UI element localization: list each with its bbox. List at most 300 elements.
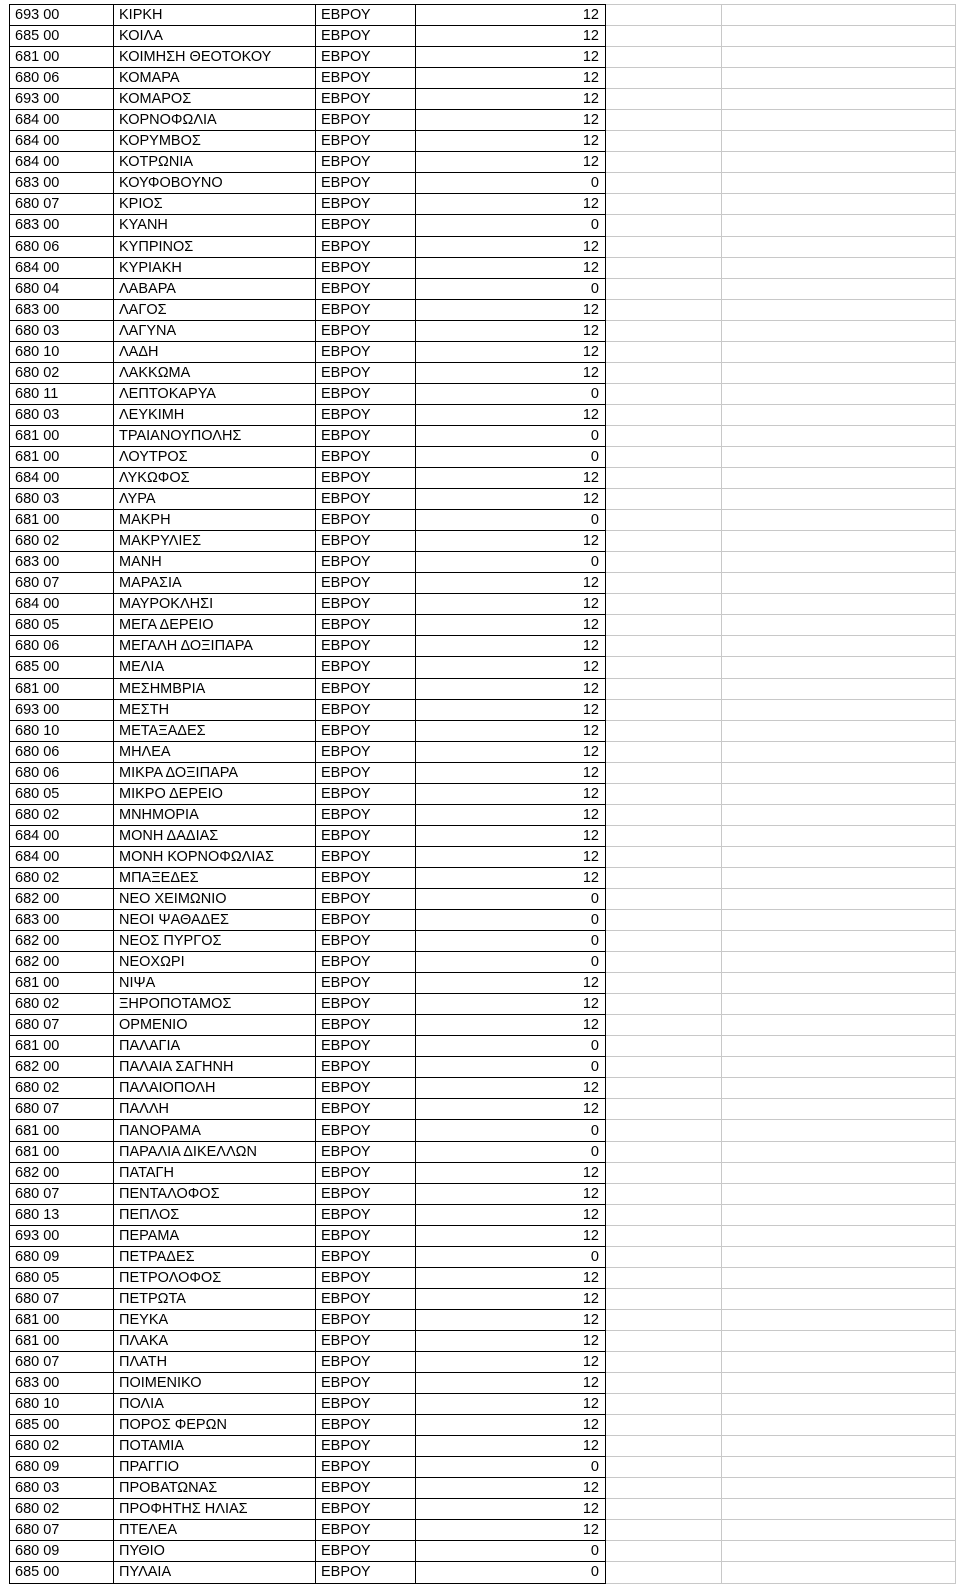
prefecture-cell[interactable]: ΕΒΡΟΥ	[316, 1225, 416, 1246]
empty-cell[interactable]	[722, 110, 956, 131]
empty-cell[interactable]	[606, 1183, 722, 1204]
village-name-cell[interactable]: ΝΕΟ ΧΕΙΜΩΝΙΟ	[114, 888, 316, 909]
postal-code-cell[interactable]: 680 07	[10, 1288, 114, 1309]
prefecture-cell[interactable]: ΕΒΡΟΥ	[316, 867, 416, 888]
value-cell[interactable]: 0	[416, 278, 606, 299]
prefecture-cell[interactable]: ΕΒΡΟΥ	[316, 5, 416, 26]
empty-cell[interactable]	[722, 194, 956, 215]
prefecture-cell[interactable]: ΕΒΡΟΥ	[316, 636, 416, 657]
empty-cell[interactable]	[606, 952, 722, 973]
value-cell[interactable]: 12	[416, 68, 606, 89]
postal-code-cell[interactable]: 680 02	[10, 867, 114, 888]
postal-code-cell[interactable]: 680 05	[10, 783, 114, 804]
empty-cell[interactable]	[606, 173, 722, 194]
empty-cell[interactable]	[722, 994, 956, 1015]
value-cell[interactable]: 0	[416, 446, 606, 467]
prefecture-cell[interactable]: ΕΒΡΟΥ	[316, 278, 416, 299]
postal-code-cell[interactable]: 680 07	[10, 1015, 114, 1036]
empty-cell[interactable]	[722, 215, 956, 236]
empty-cell[interactable]	[606, 215, 722, 236]
empty-cell[interactable]	[722, 68, 956, 89]
village-name-cell[interactable]: ΠΑΡΑΛΙΑ ΔΙΚΕΛΛΩΝ	[114, 1141, 316, 1162]
postal-code-cell[interactable]: 693 00	[10, 89, 114, 110]
empty-cell[interactable]	[606, 1120, 722, 1141]
value-cell[interactable]: 12	[416, 699, 606, 720]
empty-cell[interactable]	[722, 383, 956, 404]
prefecture-cell[interactable]: ΕΒΡΟΥ	[316, 446, 416, 467]
empty-cell[interactable]	[606, 1562, 722, 1583]
value-cell[interactable]: 12	[416, 1015, 606, 1036]
village-name-cell[interactable]: ΠΥΛΑΙΑ	[114, 1562, 316, 1583]
value-cell[interactable]: 0	[416, 510, 606, 531]
value-cell[interactable]: 12	[416, 825, 606, 846]
village-name-cell[interactable]: ΝΕΟΙ ΨΑΘΑΔΕΣ	[114, 910, 316, 931]
empty-cell[interactable]	[722, 47, 956, 68]
village-name-cell[interactable]: ΚΟΥΦΟΒΟΥΝΟ	[114, 173, 316, 194]
village-name-cell[interactable]: ΜΠΑΞΕΔΕΣ	[114, 867, 316, 888]
empty-cell[interactable]	[606, 615, 722, 636]
postal-code-cell[interactable]: 684 00	[10, 825, 114, 846]
empty-cell[interactable]	[606, 299, 722, 320]
empty-cell[interactable]	[722, 973, 956, 994]
postal-code-cell[interactable]: 680 07	[10, 1183, 114, 1204]
empty-cell[interactable]	[722, 1373, 956, 1394]
value-cell[interactable]: 0	[416, 173, 606, 194]
empty-cell[interactable]	[606, 1394, 722, 1415]
village-name-cell[interactable]: ΠΡΑΓΓΙΟ	[114, 1457, 316, 1478]
empty-cell[interactable]	[606, 720, 722, 741]
value-cell[interactable]: 12	[416, 1499, 606, 1520]
prefecture-cell[interactable]: ΕΒΡΟΥ	[316, 131, 416, 152]
value-cell[interactable]: 12	[416, 973, 606, 994]
prefecture-cell[interactable]: ΕΒΡΟΥ	[316, 1015, 416, 1036]
empty-cell[interactable]	[606, 110, 722, 131]
postal-code-cell[interactable]: 685 00	[10, 26, 114, 47]
postal-code-cell[interactable]: 682 00	[10, 1162, 114, 1183]
postal-code-cell[interactable]: 693 00	[10, 699, 114, 720]
empty-cell[interactable]	[722, 5, 956, 26]
village-name-cell[interactable]: ΜΑΚΡΥΛΙΕΣ	[114, 531, 316, 552]
village-name-cell[interactable]: ΜΕΛΙΑ	[114, 657, 316, 678]
prefecture-cell[interactable]: ΕΒΡΟΥ	[316, 425, 416, 446]
postal-code-cell[interactable]: 684 00	[10, 468, 114, 489]
village-name-cell[interactable]: ΠΕΤΡΑΔΕΣ	[114, 1246, 316, 1267]
prefecture-cell[interactable]: ΕΒΡΟΥ	[316, 215, 416, 236]
value-cell[interactable]: 0	[416, 1036, 606, 1057]
prefecture-cell[interactable]: ΕΒΡΟΥ	[316, 552, 416, 573]
postal-code-cell[interactable]: 693 00	[10, 1225, 114, 1246]
village-name-cell[interactable]: ΛΑΓΟΣ	[114, 299, 316, 320]
postal-code-cell[interactable]: 680 07	[10, 573, 114, 594]
empty-cell[interactable]	[606, 1436, 722, 1457]
empty-cell[interactable]	[722, 910, 956, 931]
empty-cell[interactable]	[722, 278, 956, 299]
empty-cell[interactable]	[722, 1036, 956, 1057]
village-name-cell[interactable]: ΚΥΠΡΙΝΟΣ	[114, 236, 316, 257]
postal-code-cell[interactable]: 680 03	[10, 489, 114, 510]
value-cell[interactable]: 12	[416, 1204, 606, 1225]
empty-cell[interactable]	[722, 825, 956, 846]
prefecture-cell[interactable]: ΕΒΡΟΥ	[316, 1499, 416, 1520]
empty-cell[interactable]	[606, 1520, 722, 1541]
empty-cell[interactable]	[722, 1141, 956, 1162]
postal-code-cell[interactable]: 680 02	[10, 994, 114, 1015]
empty-cell[interactable]	[722, 1078, 956, 1099]
village-name-cell[interactable]: ΚΟΡΥΜΒΟΣ	[114, 131, 316, 152]
empty-cell[interactable]	[606, 341, 722, 362]
empty-cell[interactable]	[722, 1436, 956, 1457]
prefecture-cell[interactable]: ΕΒΡΟΥ	[316, 678, 416, 699]
empty-cell[interactable]	[722, 615, 956, 636]
value-cell[interactable]: 12	[416, 1478, 606, 1499]
empty-cell[interactable]	[722, 931, 956, 952]
prefecture-cell[interactable]: ΕΒΡΟΥ	[316, 783, 416, 804]
empty-cell[interactable]	[722, 1478, 956, 1499]
value-cell[interactable]: 12	[416, 468, 606, 489]
empty-cell[interactable]	[722, 1288, 956, 1309]
empty-cell[interactable]	[606, 1141, 722, 1162]
value-cell[interactable]: 12	[416, 762, 606, 783]
value-cell[interactable]: 12	[416, 362, 606, 383]
value-cell[interactable]: 12	[416, 678, 606, 699]
value-cell[interactable]: 12	[416, 299, 606, 320]
value-cell[interactable]: 12	[416, 1394, 606, 1415]
village-name-cell[interactable]: ΛΑΚΚΩΜΑ	[114, 362, 316, 383]
empty-cell[interactable]	[606, 194, 722, 215]
empty-cell[interactable]	[722, 236, 956, 257]
prefecture-cell[interactable]: ΕΒΡΟΥ	[316, 68, 416, 89]
empty-cell[interactable]	[606, 1478, 722, 1499]
postal-code-cell[interactable]: 693 00	[10, 5, 114, 26]
prefecture-cell[interactable]: ΕΒΡΟΥ	[316, 173, 416, 194]
empty-cell[interactable]	[606, 804, 722, 825]
postal-code-cell[interactable]: 680 10	[10, 1394, 114, 1415]
value-cell[interactable]: 0	[416, 888, 606, 909]
prefecture-cell[interactable]: ΕΒΡΟΥ	[316, 236, 416, 257]
prefecture-cell[interactable]: ΕΒΡΟΥ	[316, 1267, 416, 1288]
empty-cell[interactable]	[606, 468, 722, 489]
prefecture-cell[interactable]: ΕΒΡΟΥ	[316, 657, 416, 678]
empty-cell[interactable]	[606, 425, 722, 446]
empty-cell[interactable]	[606, 910, 722, 931]
value-cell[interactable]: 0	[416, 425, 606, 446]
postal-code-cell[interactable]: 680 07	[10, 1520, 114, 1541]
empty-cell[interactable]	[606, 867, 722, 888]
postal-code-cell[interactable]: 681 00	[10, 1141, 114, 1162]
value-cell[interactable]: 12	[416, 1415, 606, 1436]
village-name-cell[interactable]: ΠΤΕΛΕΑ	[114, 1520, 316, 1541]
value-cell[interactable]: 12	[416, 236, 606, 257]
value-cell[interactable]: 12	[416, 804, 606, 825]
village-name-cell[interactable]: ΚΟΙΛΑ	[114, 26, 316, 47]
empty-cell[interactable]	[606, 636, 722, 657]
prefecture-cell[interactable]: ΕΒΡΟΥ	[316, 573, 416, 594]
empty-cell[interactable]	[722, 1309, 956, 1330]
empty-cell[interactable]	[722, 867, 956, 888]
empty-cell[interactable]	[606, 573, 722, 594]
prefecture-cell[interactable]: ΕΒΡΟΥ	[316, 1036, 416, 1057]
value-cell[interactable]: 12	[416, 1436, 606, 1457]
postal-code-cell[interactable]: 680 06	[10, 741, 114, 762]
empty-cell[interactable]	[606, 131, 722, 152]
postal-code-cell[interactable]: 684 00	[10, 257, 114, 278]
postal-code-cell[interactable]: 680 03	[10, 1478, 114, 1499]
village-name-cell[interactable]: ΝΕΟΣ ΠΥΡΓΟΣ	[114, 931, 316, 952]
village-name-cell[interactable]: ΠΛΑΚΑ	[114, 1330, 316, 1351]
empty-cell[interactable]	[606, 1415, 722, 1436]
prefecture-cell[interactable]: ΕΒΡΟΥ	[316, 320, 416, 341]
village-name-cell[interactable]: ΜΑΚΡΗ	[114, 510, 316, 531]
prefecture-cell[interactable]: ΕΒΡΟΥ	[316, 825, 416, 846]
value-cell[interactable]: 12	[416, 783, 606, 804]
village-name-cell[interactable]: ΤΡΑΙΑΝΟΥΠΟΛΗΣ	[114, 425, 316, 446]
empty-cell[interactable]	[722, 89, 956, 110]
empty-cell[interactable]	[722, 783, 956, 804]
postal-code-cell[interactable]: 684 00	[10, 152, 114, 173]
prefecture-cell[interactable]: ΕΒΡΟΥ	[316, 762, 416, 783]
village-name-cell[interactable]: ΛΕΠΤΟΚΑΡΥΑ	[114, 383, 316, 404]
postal-code-cell[interactable]: 681 00	[10, 510, 114, 531]
postal-code-cell[interactable]: 680 02	[10, 1078, 114, 1099]
village-name-cell[interactable]: ΠΑΛΑΙΟΠΟΛΗ	[114, 1078, 316, 1099]
village-name-cell[interactable]: ΜΕΣΗΜΒΡΙΑ	[114, 678, 316, 699]
prefecture-cell[interactable]: ΕΒΡΟΥ	[316, 720, 416, 741]
postal-code-cell[interactable]: 681 00	[10, 47, 114, 68]
prefecture-cell[interactable]: ΕΒΡΟΥ	[316, 404, 416, 425]
empty-cell[interactable]	[722, 1120, 956, 1141]
value-cell[interactable]: 0	[416, 1057, 606, 1078]
empty-cell[interactable]	[606, 278, 722, 299]
value-cell[interactable]: 0	[416, 552, 606, 573]
empty-cell[interactable]	[606, 1541, 722, 1562]
prefecture-cell[interactable]: ΕΒΡΟΥ	[316, 910, 416, 931]
empty-cell[interactable]	[606, 1288, 722, 1309]
prefecture-cell[interactable]: ΕΒΡΟΥ	[316, 468, 416, 489]
value-cell[interactable]: 0	[416, 952, 606, 973]
postal-code-cell[interactable]: 680 07	[10, 1099, 114, 1120]
value-cell[interactable]: 12	[416, 636, 606, 657]
village-name-cell[interactable]: ΜΟΝΗ ΔΑΔΙΑΣ	[114, 825, 316, 846]
empty-cell[interactable]	[722, 1352, 956, 1373]
village-name-cell[interactable]: ΛΑΒΑΡΑ	[114, 278, 316, 299]
empty-cell[interactable]	[606, 1457, 722, 1478]
value-cell[interactable]: 12	[416, 5, 606, 26]
empty-cell[interactable]	[722, 131, 956, 152]
value-cell[interactable]: 12	[416, 1330, 606, 1351]
postal-code-cell[interactable]: 680 10	[10, 720, 114, 741]
prefecture-cell[interactable]: ΕΒΡΟΥ	[316, 1246, 416, 1267]
prefecture-cell[interactable]: ΕΒΡΟΥ	[316, 1373, 416, 1394]
prefecture-cell[interactable]: ΕΒΡΟΥ	[316, 257, 416, 278]
empty-cell[interactable]	[606, 888, 722, 909]
prefecture-cell[interactable]: ΕΒΡΟΥ	[316, 931, 416, 952]
empty-cell[interactable]	[722, 1015, 956, 1036]
empty-cell[interactable]	[606, 1057, 722, 1078]
postal-code-cell[interactable]: 683 00	[10, 215, 114, 236]
value-cell[interactable]: 0	[416, 910, 606, 931]
empty-cell[interactable]	[722, 952, 956, 973]
value-cell[interactable]: 12	[416, 867, 606, 888]
postal-code-cell[interactable]: 684 00	[10, 846, 114, 867]
value-cell[interactable]: 12	[416, 1352, 606, 1373]
village-name-cell[interactable]: ΛΑΔΗ	[114, 341, 316, 362]
value-cell[interactable]: 12	[416, 594, 606, 615]
village-name-cell[interactable]: ΠΑΛΛΗ	[114, 1099, 316, 1120]
empty-cell[interactable]	[606, 26, 722, 47]
postal-code-cell[interactable]: 680 09	[10, 1541, 114, 1562]
empty-cell[interactable]	[722, 636, 956, 657]
value-cell[interactable]: 12	[416, 720, 606, 741]
prefecture-cell[interactable]: ΕΒΡΟΥ	[316, 1120, 416, 1141]
value-cell[interactable]: 0	[416, 1541, 606, 1562]
empty-cell[interactable]	[722, 762, 956, 783]
postal-code-cell[interactable]: 681 00	[10, 1120, 114, 1141]
value-cell[interactable]: 12	[416, 194, 606, 215]
village-name-cell[interactable]: ΠΕΥΚΑ	[114, 1309, 316, 1330]
prefecture-cell[interactable]: ΕΒΡΟΥ	[316, 152, 416, 173]
prefecture-cell[interactable]: ΕΒΡΟΥ	[316, 1183, 416, 1204]
empty-cell[interactable]	[722, 741, 956, 762]
prefecture-cell[interactable]: ΕΒΡΟΥ	[316, 699, 416, 720]
empty-cell[interactable]	[606, 404, 722, 425]
postal-code-cell[interactable]: 685 00	[10, 1562, 114, 1583]
empty-cell[interactable]	[606, 994, 722, 1015]
village-name-cell[interactable]: ΜΑΥΡΟΚΛΗΣΙ	[114, 594, 316, 615]
prefecture-cell[interactable]: ΕΒΡΟΥ	[316, 1457, 416, 1478]
village-name-cell[interactable]: ΠΕΡΑΜΑ	[114, 1225, 316, 1246]
village-name-cell[interactable]: ΠΟΡΟΣ ΦΕΡΩΝ	[114, 1415, 316, 1436]
empty-cell[interactable]	[606, 825, 722, 846]
postal-code-cell[interactable]: 682 00	[10, 888, 114, 909]
value-cell[interactable]: 12	[416, 320, 606, 341]
empty-cell[interactable]	[606, 362, 722, 383]
empty-cell[interactable]	[606, 1162, 722, 1183]
value-cell[interactable]: 12	[416, 404, 606, 425]
empty-cell[interactable]	[606, 1373, 722, 1394]
village-name-cell[interactable]: ΠΕΠΛΟΣ	[114, 1204, 316, 1225]
village-name-cell[interactable]: ΜΑΡΑΣΙΑ	[114, 573, 316, 594]
prefecture-cell[interactable]: ΕΒΡΟΥ	[316, 846, 416, 867]
prefecture-cell[interactable]: ΕΒΡΟΥ	[316, 26, 416, 47]
prefecture-cell[interactable]: ΕΒΡΟΥ	[316, 510, 416, 531]
village-name-cell[interactable]: ΠΟΛΙΑ	[114, 1394, 316, 1415]
postal-code-cell[interactable]: 680 05	[10, 1267, 114, 1288]
empty-cell[interactable]	[722, 1520, 956, 1541]
prefecture-cell[interactable]: ΕΒΡΟΥ	[316, 1330, 416, 1351]
postal-code-cell[interactable]: 680 10	[10, 341, 114, 362]
village-name-cell[interactable]: ΛΟΥΤΡΟΣ	[114, 446, 316, 467]
empty-cell[interactable]	[606, 152, 722, 173]
prefecture-cell[interactable]: ΕΒΡΟΥ	[316, 804, 416, 825]
prefecture-cell[interactable]: ΕΒΡΟΥ	[316, 952, 416, 973]
prefecture-cell[interactable]: ΕΒΡΟΥ	[316, 531, 416, 552]
value-cell[interactable]: 12	[416, 26, 606, 47]
prefecture-cell[interactable]: ΕΒΡΟΥ	[316, 1562, 416, 1583]
village-name-cell[interactable]: ΜΕΤΑΞΑΔΕΣ	[114, 720, 316, 741]
empty-cell[interactable]	[722, 1204, 956, 1225]
village-name-cell[interactable]: ΜΗΛΕΑ	[114, 741, 316, 762]
empty-cell[interactable]	[722, 657, 956, 678]
village-name-cell[interactable]: ΜΕΓΑΛΗ ΔΟΞΙΠΑΡΑ	[114, 636, 316, 657]
postal-code-cell[interactable]: 680 05	[10, 615, 114, 636]
village-name-cell[interactable]: ΞΗΡΟΠΟΤΑΜΟΣ	[114, 994, 316, 1015]
prefecture-cell[interactable]: ΕΒΡΟΥ	[316, 1352, 416, 1373]
empty-cell[interactable]	[722, 552, 956, 573]
empty-cell[interactable]	[722, 1183, 956, 1204]
prefecture-cell[interactable]: ΕΒΡΟΥ	[316, 47, 416, 68]
prefecture-cell[interactable]: ΕΒΡΟΥ	[316, 1204, 416, 1225]
village-name-cell[interactable]: ΠΕΤΡΩΤΑ	[114, 1288, 316, 1309]
prefecture-cell[interactable]: ΕΒΡΟΥ	[316, 1541, 416, 1562]
empty-cell[interactable]	[606, 1099, 722, 1120]
prefecture-cell[interactable]: ΕΒΡΟΥ	[316, 1078, 416, 1099]
village-name-cell[interactable]: ΝΙΨΑ	[114, 973, 316, 994]
empty-cell[interactable]	[606, 846, 722, 867]
empty-cell[interactable]	[722, 1057, 956, 1078]
value-cell[interactable]: 12	[416, 1225, 606, 1246]
prefecture-cell[interactable]: ΕΒΡΟΥ	[316, 594, 416, 615]
empty-cell[interactable]	[722, 152, 956, 173]
postal-code-cell[interactable]: 681 00	[10, 1309, 114, 1330]
empty-cell[interactable]	[606, 1352, 722, 1373]
empty-cell[interactable]	[606, 1309, 722, 1330]
postal-code-cell[interactable]: 681 00	[10, 678, 114, 699]
village-name-cell[interactable]: ΠΕΤΡΟΛΟΦΟΣ	[114, 1267, 316, 1288]
prefecture-cell[interactable]: ΕΒΡΟΥ	[316, 1415, 416, 1436]
postal-code-cell[interactable]: 680 06	[10, 636, 114, 657]
value-cell[interactable]: 0	[416, 1562, 606, 1583]
prefecture-cell[interactable]: ΕΒΡΟΥ	[316, 741, 416, 762]
postal-code-cell[interactable]: 680 03	[10, 320, 114, 341]
village-name-cell[interactable]: ΜΙΚΡΑ ΔΟΞΙΠΑΡΑ	[114, 762, 316, 783]
postal-code-cell[interactable]: 684 00	[10, 110, 114, 131]
village-name-cell[interactable]: ΚΥΑΝΗ	[114, 215, 316, 236]
prefecture-cell[interactable]: ΕΒΡΟΥ	[316, 1436, 416, 1457]
value-cell[interactable]: 12	[416, 110, 606, 131]
empty-cell[interactable]	[606, 1204, 722, 1225]
prefecture-cell[interactable]: ΕΒΡΟΥ	[316, 299, 416, 320]
postal-code-cell[interactable]: 685 00	[10, 657, 114, 678]
prefecture-cell[interactable]: ΕΒΡΟΥ	[316, 1288, 416, 1309]
postal-code-cell[interactable]: 680 11	[10, 383, 114, 404]
village-name-cell[interactable]: ΛΥΡΑ	[114, 489, 316, 510]
prefecture-cell[interactable]: ΕΒΡΟΥ	[316, 888, 416, 909]
prefecture-cell[interactable]: ΕΒΡΟΥ	[316, 341, 416, 362]
village-name-cell[interactable]: ΜΟΝΗ ΚΟΡΝΟΦΩΛΙΑΣ	[114, 846, 316, 867]
empty-cell[interactable]	[722, 510, 956, 531]
village-name-cell[interactable]: ΟΡΜΕΝΙΟ	[114, 1015, 316, 1036]
empty-cell[interactable]	[722, 1457, 956, 1478]
empty-cell[interactable]	[722, 678, 956, 699]
empty-cell[interactable]	[722, 1415, 956, 1436]
empty-cell[interactable]	[722, 531, 956, 552]
village-name-cell[interactable]: ΠΛΑΤΗ	[114, 1352, 316, 1373]
empty-cell[interactable]	[722, 1499, 956, 1520]
village-name-cell[interactable]: ΚΟΤΡΩΝΙΑ	[114, 152, 316, 173]
value-cell[interactable]: 12	[416, 1078, 606, 1099]
empty-cell[interactable]	[606, 1330, 722, 1351]
village-name-cell[interactable]: ΜΑΝΗ	[114, 552, 316, 573]
empty-cell[interactable]	[606, 510, 722, 531]
value-cell[interactable]: 0	[416, 1246, 606, 1267]
village-name-cell[interactable]: ΚΡΙΟΣ	[114, 194, 316, 215]
prefecture-cell[interactable]: ΕΒΡΟΥ	[316, 1162, 416, 1183]
postal-code-cell[interactable]: 683 00	[10, 552, 114, 573]
prefecture-cell[interactable]: ΕΒΡΟΥ	[316, 383, 416, 404]
postal-code-cell[interactable]: 680 07	[10, 1352, 114, 1373]
prefecture-cell[interactable]: ΕΒΡΟΥ	[316, 994, 416, 1015]
empty-cell[interactable]	[722, 1330, 956, 1351]
